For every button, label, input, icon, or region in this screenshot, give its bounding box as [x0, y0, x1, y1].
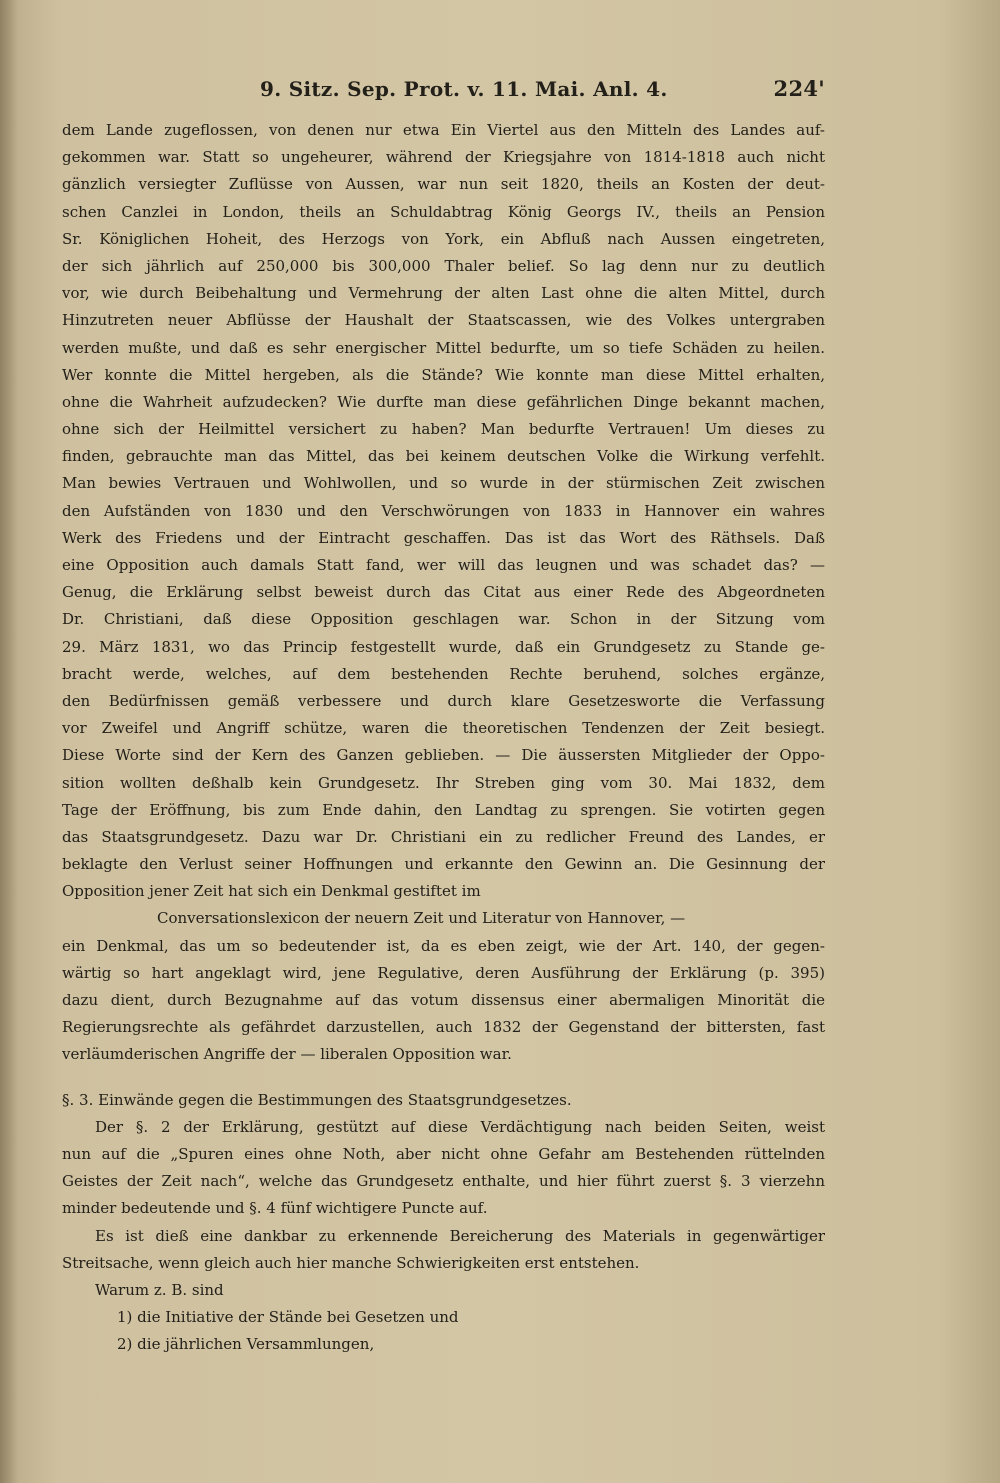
text-line: beklagte den Verlust seiner Hoffnungen und erkannte den Gewinn an. Die Gesinnung der — [62, 855, 825, 874]
text-line: Dr. Christiani, daß diese Opposition geschlagen war. Schon in der Sitzung vom — [62, 610, 825, 629]
page-header — [60, 74, 825, 104]
running-title: 9. Sitz. Sep. Prot. v. 11. Mai. Anl. 4. — [260, 77, 668, 101]
page-number: 224' — [773, 76, 825, 101]
text-line: bracht werde, welches, auf dem bestehenden Rechte beruhend, solches ergänze, — [62, 664, 825, 683]
binding-shadow — [0, 0, 18, 1483]
text-line: Der §. 2 der Erklärung, gestützt auf diese Verdächtigung nach beiden Seiten, weist — [95, 1117, 825, 1136]
text-line: sition wollten deßhalb kein Grundgesetz. Ihr Streben ging vom 30. Mai 1832, dem — [62, 773, 825, 792]
text-line: Werk des Friedens und der Eintracht geschaffen. Das ist das Wort des Räthsels. Daß — [62, 528, 825, 547]
text-line: schen Canzlei in London, theils an Schuldabtrag König Georgs IV., theils an Pension — [62, 202, 825, 221]
text-line: Hinzutreten neuer Abflüsse der Haushalt der Staatscassen, wie des Volkes untergraben — [62, 311, 825, 330]
text-line: ein Denkmal, das um so bedeutender ist, da es eben zeigt, wie der Art. 140, der gegen- — [62, 936, 825, 955]
text-line: Regierungsrechte als gefährdet darzustellen, auch 1832 der Gegenstand der bittersten, fast — [62, 1018, 825, 1037]
text-line: Tage der Eröffnung, bis zum Ende dahin, den Landtag zu sprengen. Sie votirten gegen — [62, 800, 825, 819]
text-line: Man bewies Vertrauen und Wohlwollen, und so wurde in der stürmischen Zeit zwischen — [62, 474, 825, 493]
text-line: wärtig so hart angeklagt wird, jene Regulative, deren Ausführung der Erklärung (p. 395) — [62, 963, 825, 982]
text-line: Genug, die Erklärung selbst beweist durch das Citat aus einer Rede des Abgeordneten — [62, 583, 825, 602]
text-line: vor Zweifel und Angriff schütze, waren die theoretischen Tendenzen der Zeit besiegt. — [62, 719, 825, 738]
text-line: minder bedeutende und §. 4 fünf wichtigere Puncte auf. — [62, 1199, 488, 1218]
text-line: ohne die Wahrheit aufzudecken? Wie durfte man diese gefährlichen Dinge bekannt machen, — [62, 392, 825, 411]
text-line: den Aufständen von 1830 und den Verschwörungen von 1833 in Hannover ein wahres — [62, 501, 825, 520]
text-line: Sr. Königlichen Hoheit, des Herzogs von York, ein Abfluß nach Aussen eingetreten, — [62, 229, 825, 248]
text-line: Diese Worte sind der Kern des Ganzen geblieben. — Die äussersten Mitglieder der Oppo- — [62, 746, 825, 765]
text-line-title-quote: Conversationslexicon der neuern Zeit und Literatur von Hannover, — — [157, 909, 686, 928]
text-line: werden mußte, und daß es sehr energischer Mittel bedurfte, um so tiefe Schäden zu heilen. — [62, 338, 825, 357]
text-line: dem Lande zugeflossen, von denen nur etwa Ein Viertel aus den Mitteln des Landes auf- — [62, 121, 825, 139]
text-line: Geistes der Zeit nach“, welche das Grundgesetz enthalte, und hier führt zuerst §. 3 vierzehn — [62, 1172, 825, 1191]
text-line: Opposition jener Zeit hat sich ein Denkmal gestiftet im — [62, 882, 481, 901]
list-item: 1) die Initiative der Stände bei Gesetzen und — [117, 1308, 459, 1327]
text-line: vor, wie durch Beibehaltung und Vermehrung der alten Last ohne die alten Mittel, durch — [62, 284, 825, 303]
body-text — [62, 117, 825, 1358]
text-line: der sich jährlich auf 250,000 bis 300,000 Thaler belief. So lag denn nur zu deutlich — [62, 256, 825, 275]
text-line: dazu dient, durch Bezugnahme auf das votum dissensus einer abermaligen Minorität die — [62, 991, 825, 1009]
text-line: 29. März 1831, wo das Princip festgestellt wurde, daß ein Grundgesetz zu Stande ge- — [62, 637, 825, 656]
text-line: verläumderischen Angriffe der — liberalen Opposition war. — [62, 1045, 512, 1064]
text-line: das Staatsgrundgesetz. Dazu war Dr. Christiani ein zu redlicher Freund des Landes, er — [62, 827, 825, 846]
text-line: Es ist dieß eine dankbar zu erkennende Bereicherung des Materials in gegenwärtiger — [95, 1226, 825, 1245]
text-line: Warum z. B. sind — [95, 1280, 224, 1299]
text-line: gänzlich versiegter Zuflüsse von Aussen, war nun seit 1820, theils an Kosten der deut- — [62, 175, 825, 194]
section-heading: §. 3. Einwände gegen die Bestimmungen des Staatsgrundgesetzes. — [62, 1090, 572, 1109]
text-line: nun auf die „Spuren eines ohne Noth, aber nicht ohne Gefahr am Bestehenden rüttelnden — [62, 1144, 825, 1163]
paragraph-gap — [62, 1069, 825, 1087]
text-line: ohne sich der Heilmittel versichert zu haben? Man bedurfte Vertrauen! Um dieses zu — [62, 420, 825, 439]
text-line: den Bedürfnissen gemäß verbessere und durch klare Gesetzesworte die Verfassung — [62, 691, 825, 710]
list-item: 2) die jährlichen Versammlungen, — [117, 1335, 375, 1354]
text-line: Wer konnte die Mittel hergeben, als die Stände? Wie konnte man diese Mittel erhalten, — [62, 365, 825, 384]
text-line: eine Opposition auch damals Statt fand, wer will das leugnen und was schadet das? — — [62, 556, 825, 574]
text-line: gekommen war. Statt so ungeheurer, während der Kriegsjahre von 1814-1818 auch nicht — [62, 148, 825, 167]
text-line: finden, gebrauchte man das Mittel, das bei keinem deutschen Volke die Wirkung verfehlt. — [62, 447, 825, 466]
text-line: Streitsache, wenn gleich auch hier manche Schwierigkeiten erst entstehen. — [62, 1253, 640, 1272]
